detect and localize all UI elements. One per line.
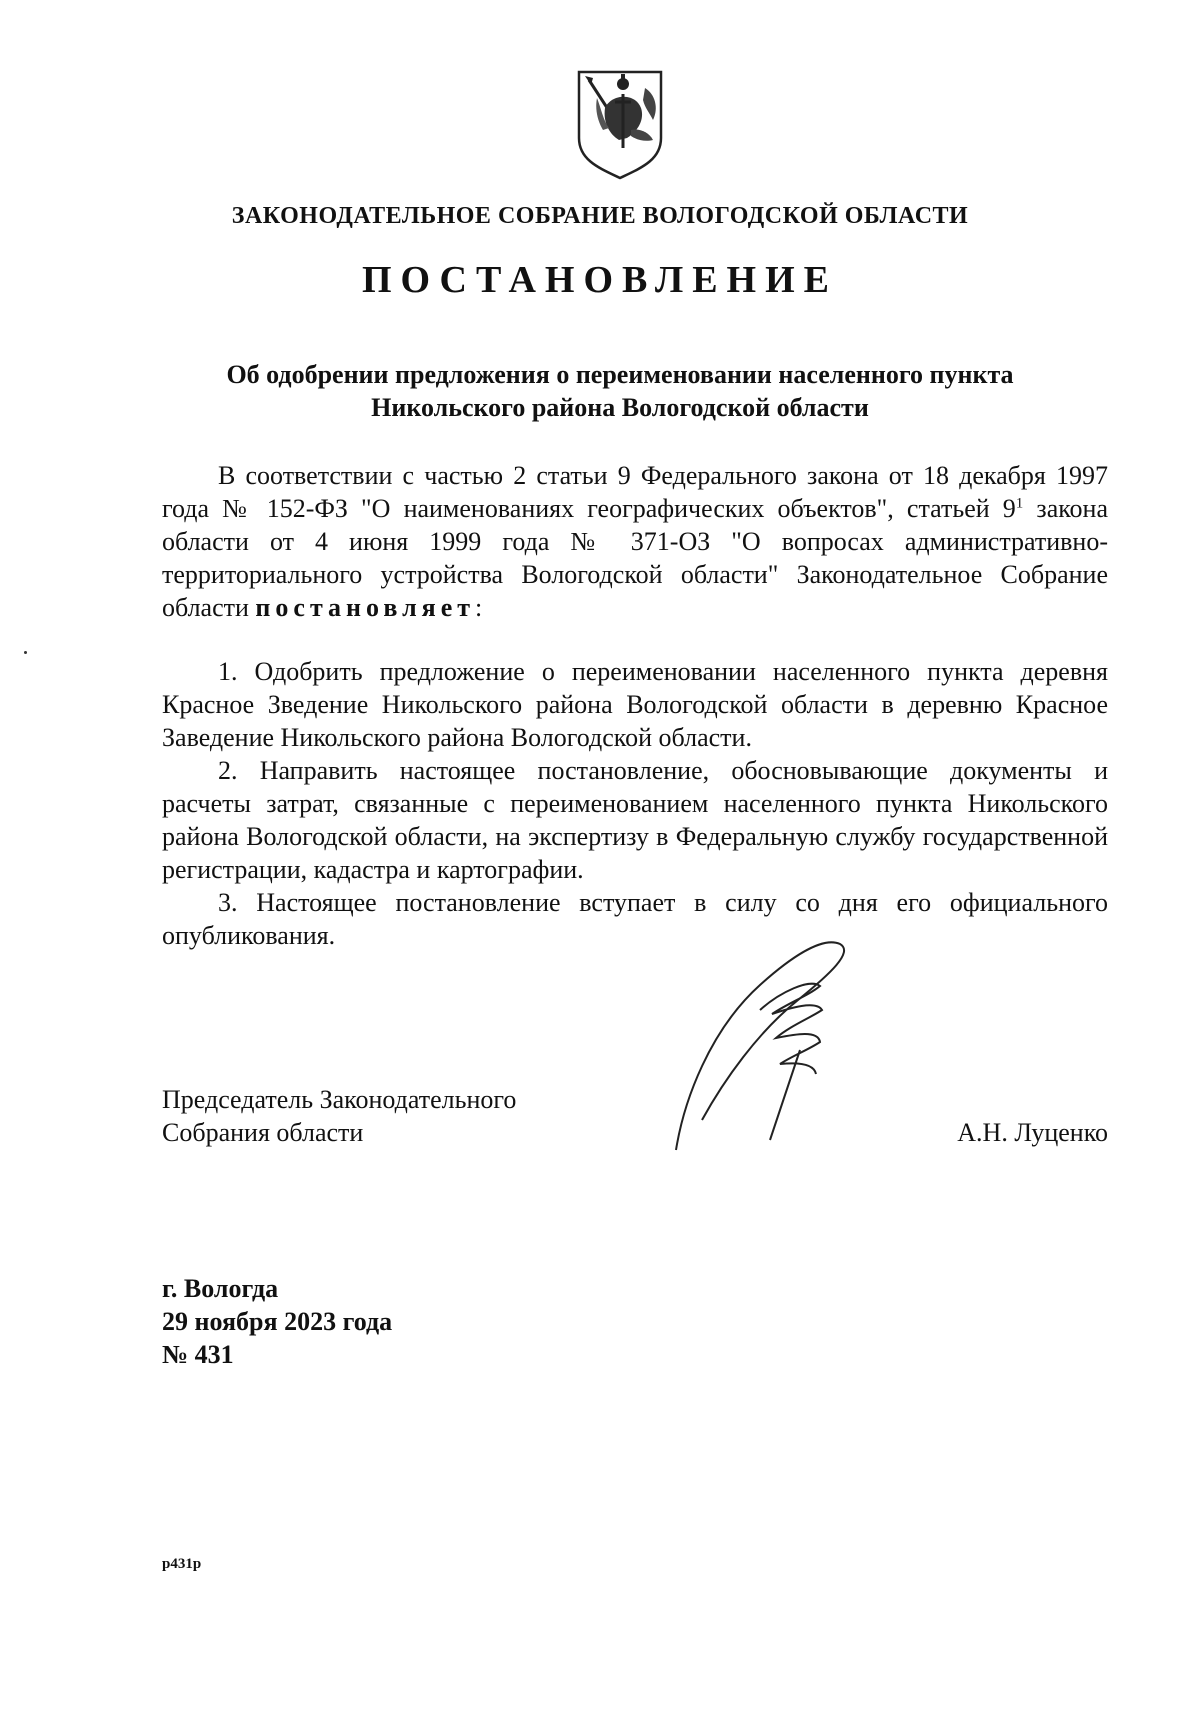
place-of-adoption: г. Вологда xyxy=(162,1274,279,1303)
preamble-text-a: В соответствии с частью 2 статьи 9 Федерального закона от 18 декабря 1997 года № 152-ФЗ "О наименованиях географических объектов", статьей 9 xyxy=(162,461,1108,523)
document-number: № 431 xyxy=(162,1340,234,1369)
subject-line-2: Никольского района Вологодской области xyxy=(371,393,869,422)
preamble-text-b: закона области от 4 июня 1999 года № 371-ОЗ "О вопросах административно-территориального устройства Вологодской области" Законодательное Собрание области xyxy=(162,494,1108,622)
signer-title-line-1: Председатель Законодательного xyxy=(162,1085,517,1114)
resolution-items xyxy=(162,655,1108,952)
resolution-item-1: 1. Одобрить предложение о переименовании населенного пункта деревня Красное Зведение Никольского района Вологодской области в деревню Красное Заведение Никольского района Вологодской области. xyxy=(162,657,1108,752)
signer-title-line-2: Собрания области xyxy=(162,1118,364,1147)
document-code: р431р xyxy=(162,1556,202,1572)
organization-name: ЗАКОНОДАТЕЛЬНОЕ СОБРАНИЕ ВОЛОГОДСКОЙ ОБЛАСТИ xyxy=(231,203,969,229)
preamble-text-c: : xyxy=(475,593,483,622)
document-footer xyxy=(162,1272,392,1371)
subject-line-1: Об одобрении предложения о переименовании населенного пункта xyxy=(226,360,1014,389)
signer-name: А.Н. Луценко xyxy=(957,1118,1108,1147)
signer-title xyxy=(162,1083,516,1149)
document-type-title: ПОСТАНОВЛЕНИЕ xyxy=(361,259,839,301)
margin-speck xyxy=(24,651,27,654)
preamble-paragraph xyxy=(162,459,1108,624)
preamble xyxy=(162,459,1108,624)
coat-of-arms-icon xyxy=(575,68,665,180)
resolution-item-2: 2. Направить настоящее постановление, обосновывающие документы и расчеты затрат, связанные с переименованием населенного пункта Никольского района Вологодской области, на экспертизу в Федеральную службу государственной регистрации, кадастра и картографии. xyxy=(162,756,1108,884)
article-superscript: 1 xyxy=(1015,495,1024,512)
document-subject xyxy=(150,358,1090,424)
adoption-date: 29 ноября 2023 года xyxy=(162,1307,393,1336)
resolution-item-3: 3. Настоящее постановление вступает в силу со дня его официального опубликования. xyxy=(162,888,1108,950)
decree-word: постановляет xyxy=(255,593,476,622)
handwritten-signature xyxy=(640,930,910,1170)
